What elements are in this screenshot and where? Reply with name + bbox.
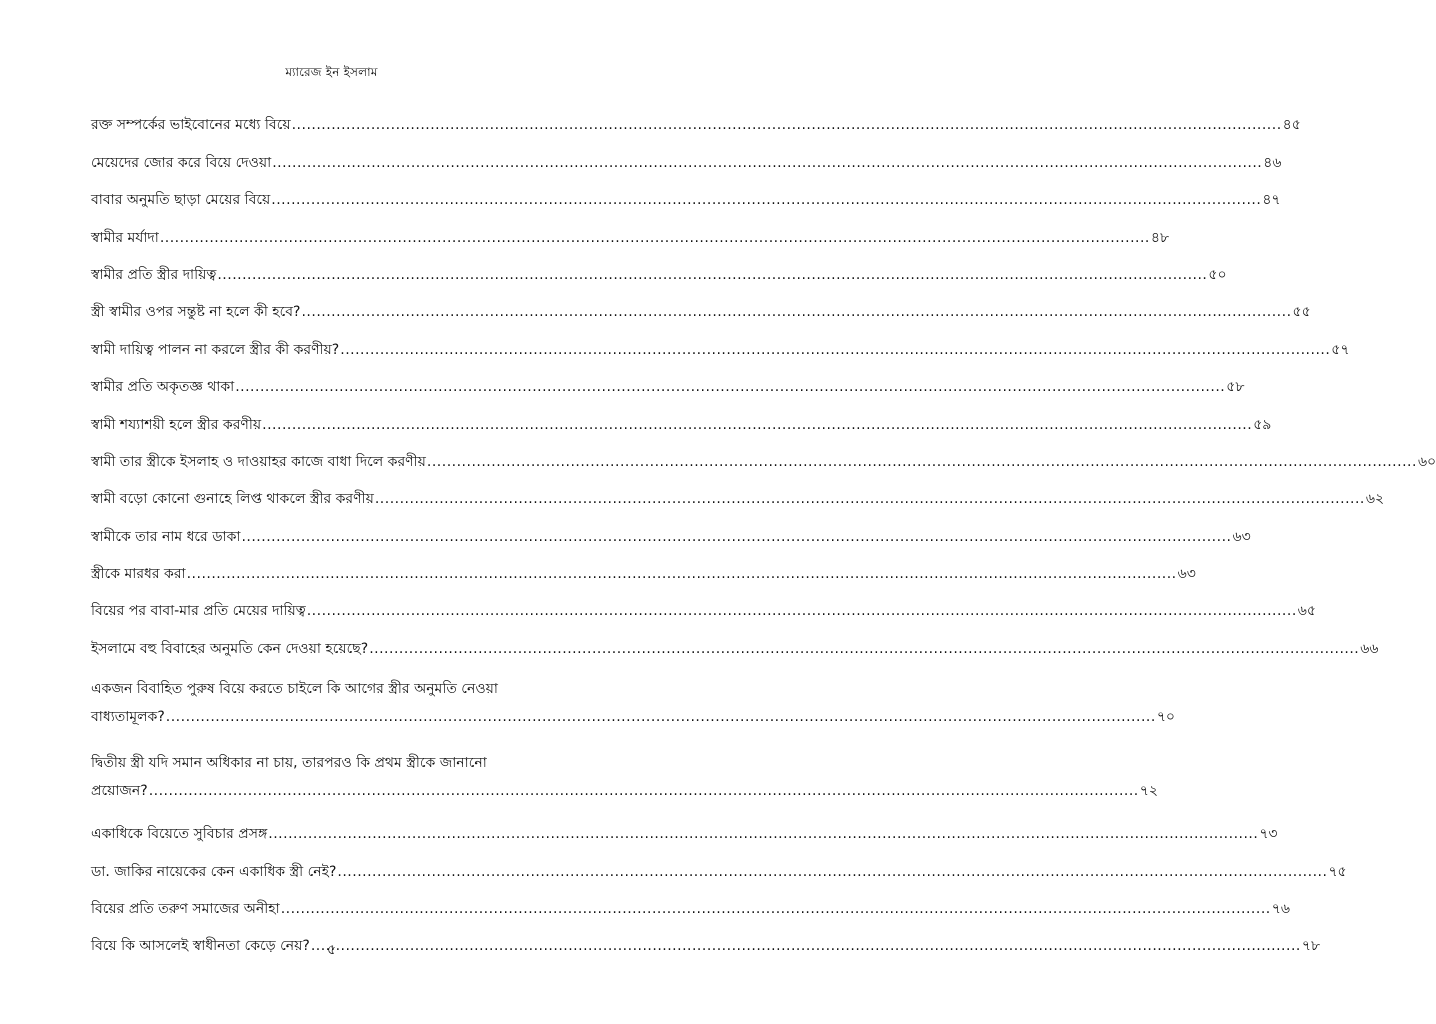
toc-entry: [91, 882, 1290, 919]
dot-leader: [262, 415, 1252, 435]
toc-entry-page: ৬০: [1417, 453, 1436, 470]
toc-entry-title: স্বামী দায়িত্ব পালন না করলে স্ত্রীর কী করণীয়?: [91, 341, 340, 358]
dot-leader: [235, 377, 1225, 397]
toc-entry: [91, 621, 1379, 658]
dot-leader: [271, 190, 1261, 210]
toc-entry-page: ৬৩: [1177, 566, 1196, 583]
toc-entry-title: ডা. জাকির নায়েকের কেন একাধিক স্ত্রী নেই?: [91, 863, 337, 880]
dot-leader: [149, 777, 1139, 805]
toc-entry-title-line2: প্রয়োজন?: [91, 782, 148, 799]
toc-entry-title-line1: একজন বিবাহিত পুরুষ বিয়ে করতে চাইলে কি আগের স্ত্রীর অনুমতি নেওয়া: [91, 680, 498, 697]
toc-entry: [91, 135, 1282, 172]
toc-entry-title: স্ত্রীকে মারধর করা: [91, 566, 186, 583]
toc-entry-title: স্বামী শয্যাশয়ী হলে স্ত্রীর করণীয়: [91, 416, 262, 433]
toc-entry-line2: [91, 777, 1158, 805]
toc-entry: [91, 435, 1436, 472]
toc-entry: [91, 210, 1170, 247]
dot-leader: [375, 489, 1365, 509]
toc-entry-page: ৭৫: [1328, 863, 1347, 880]
toc-entry: [91, 98, 1301, 135]
toc-entry-page: ৬২: [1365, 491, 1385, 508]
toc-entry-title: স্ত্রী স্বামীর ওপর সন্তুষ্ট না হলে কী হবে?: [91, 304, 301, 321]
toc-entry: [91, 472, 1385, 509]
dot-leader: [340, 340, 1330, 360]
toc-entry: [91, 509, 1251, 546]
toc-entry: [91, 285, 1311, 322]
toc-entry-multiline: [91, 733, 1158, 805]
toc-entry: [91, 248, 1227, 285]
toc-entry-line2: [91, 703, 1176, 731]
toc-entry: [91, 173, 1281, 210]
dot-leader: [292, 115, 1282, 135]
toc-entry-title: স্বামীকে তার নাম ধরে ডাকা: [91, 528, 241, 545]
toc-entry-page: ৪৭: [1262, 192, 1281, 209]
toc-entry-page: ৫৯: [1253, 416, 1272, 433]
toc-entry-title: বিয়ে কি আসলেই স্বাধীনতা কেড়ে নেয়?: [91, 938, 310, 955]
toc-entry: [91, 584, 1316, 621]
table-of-contents: [91, 98, 1436, 956]
toc-entry-title: স্বামীর প্রতি অকৃতজ্ঞ থাকা: [91, 379, 235, 396]
toc-entry-title: একাধিকে বিয়েতে সুবিচার প্রসঙ্গ: [91, 826, 268, 843]
toc-entry-title: ইসলামে বহু বিবাহের অনুমতি কেন দেওয়া হয়েছে?: [91, 640, 369, 657]
toc-entry-page: ৪৮: [1150, 229, 1170, 246]
toc-entry-page: ৭৮: [1301, 938, 1321, 955]
toc-entry-title: বাবার অনুমতি ছাড়া মেয়ের বিয়ে: [91, 192, 271, 209]
toc-entry-title: বিয়ের পর বাবা-মার প্রতি মেয়ের দায়িত্ব: [91, 603, 306, 620]
toc-entry: [91, 807, 1278, 844]
toc-entry-page: ৭২: [1139, 782, 1158, 799]
dot-leader: [337, 862, 1327, 882]
dot-leader: [307, 601, 1297, 621]
dot-leader: [427, 452, 1417, 472]
running-header: ম্যারেজ ইন ইসলাম: [285, 65, 378, 79]
toc-entry-page: ৬৫: [1297, 603, 1316, 620]
toc-entry-page: ৭৩: [1259, 826, 1278, 843]
toc-entry-page: ৫৫: [1292, 304, 1311, 321]
toc-entry-page: ৭৬: [1271, 901, 1290, 918]
toc-entry-title-line2: বাধ্যতামূলক?: [91, 708, 165, 725]
toc-entry-title: রক্ত সম্পর্কের ভাইবোনের মধ্যে বিয়ে: [91, 117, 291, 134]
toc-entry-title: বিয়ের প্রতি তরুণ সমাজের অনীহা: [91, 901, 280, 918]
page-number: ৫: [326, 942, 337, 958]
dot-leader: [301, 302, 1291, 322]
toc-entry-title-line1: দ্বিতীয় স্ত্রী যদি সমান অধিকার না চায়, তারপরও কি প্রথম স্ত্রীকে জানানো: [91, 754, 487, 771]
toc-entry-title: মেয়েদের জোর করে বিয়ে দেওয়া: [91, 154, 272, 171]
toc-entry-page: ৪৫: [1282, 117, 1301, 134]
toc-entry-page: ৪৬: [1263, 154, 1282, 171]
toc-entry-page: ৬৩: [1232, 528, 1251, 545]
toc-entry-title: স্বামীর প্রতি স্ত্রীর দায়িত্ব: [91, 266, 217, 283]
toc-entry-title: স্বামী তার স্ত্রীকে ইসলাহ ও দাওয়াহর কাজে বাধা দিলে করণীয়: [91, 453, 426, 470]
toc-entry-title: স্বামীর মর্যাদা: [91, 229, 159, 246]
toc-entry: [91, 322, 1350, 359]
toc-entry-title: স্বামী বড়ো কোনো গুনাহে লিপ্ত থাকলে স্ত্রীর করণীয়: [91, 491, 374, 508]
toc-entry-page: ৫৮: [1226, 379, 1245, 396]
dot-leader: [369, 639, 1359, 659]
toc-entry: [91, 360, 1245, 397]
toc-entry: [91, 844, 1347, 881]
toc-entry-page: ৫৭: [1331, 341, 1350, 358]
toc-entry-multiline: [91, 659, 1176, 731]
toc-entry-page: ৭০: [1156, 708, 1176, 725]
toc-entry-page: ৫০: [1208, 266, 1227, 283]
toc-entry-page: ৬৬: [1360, 640, 1379, 657]
dot-leader: [272, 153, 1262, 173]
toc-entry: [91, 547, 1196, 584]
dot-leader: [217, 265, 1207, 285]
dot-leader: [166, 703, 1156, 731]
dot-leader: [187, 564, 1177, 584]
dot-leader: [281, 899, 1271, 919]
dot-leader: [160, 228, 1150, 248]
dot-leader: [241, 527, 1231, 547]
toc-entry: [91, 397, 1272, 434]
dot-leader: [268, 824, 1258, 844]
